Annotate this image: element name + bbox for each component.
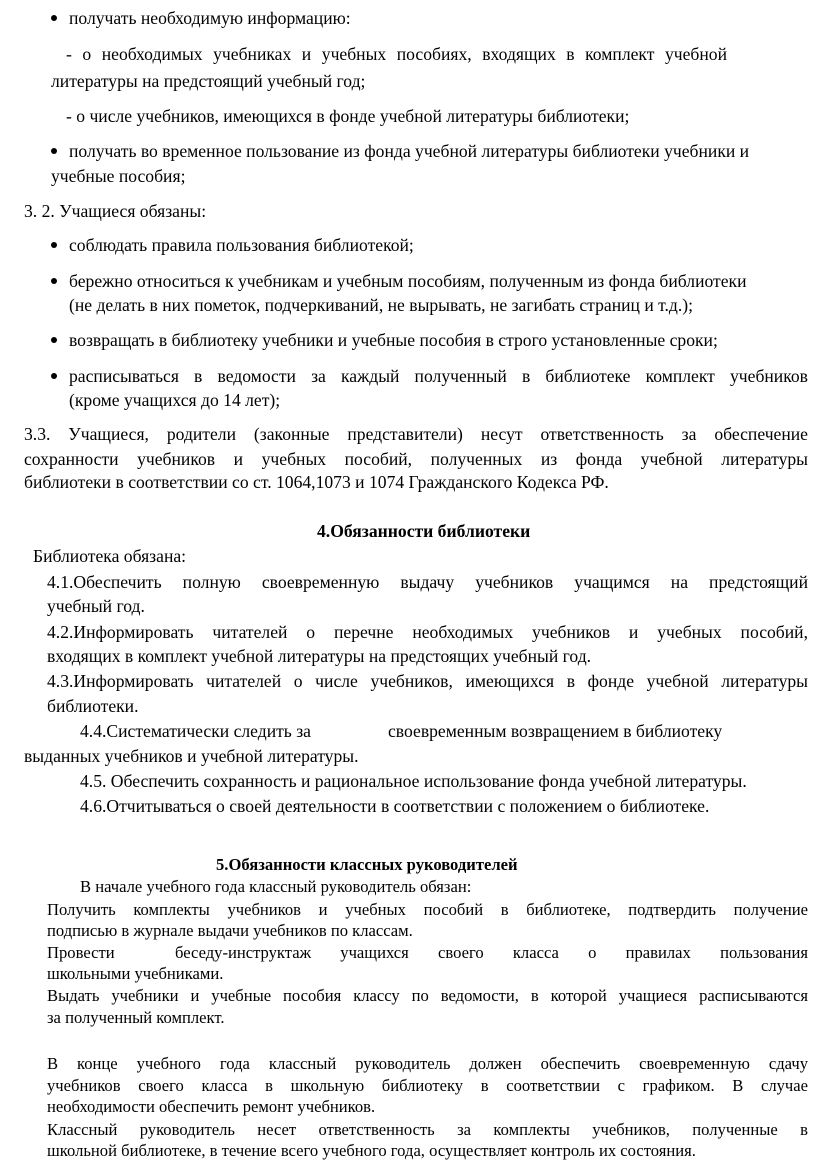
section-4-title: 4.Обязанности библиотеки — [317, 521, 531, 541]
bullet-icon — [51, 242, 57, 248]
bullet-icon — [51, 373, 57, 379]
para-5-issue-cont: за полученный комплект. — [47, 1008, 225, 1027]
duties-item-sign: расписываться в ведомости за каждый полученный в библиотеке комплект учебников — [69, 366, 808, 386]
para-4-1-cont: учебный год. — [47, 596, 145, 616]
duties-item-rules: соблюдать правила пользования библиотекой; — [69, 235, 414, 255]
para-5-instruct-part-2: беседу-инструктаж учащихся своего класса о правилах пользования — [175, 943, 808, 962]
para-5-end-year-1: В конце учебного года классный руководитель должен обеспечить своевременную сдачу — [47, 1054, 808, 1073]
section-5-intro: В начале учебного года классный руководитель обязан: — [80, 877, 472, 896]
para-4-1: 4.1.Обеспечить полную своевременную выдачу учебников учащимся на предстоящий — [47, 572, 808, 592]
para-5-receive-cont: подписью в журнале выдачи учебников по классам. — [47, 921, 413, 940]
rights-item-borrow-cont: учебные пособия; — [51, 166, 186, 186]
para-3-3-line-3: библиотеки в соответствии со ст. 1064,1073 и 1074 Гражданского Кодекса РФ. — [24, 472, 609, 492]
para-4-3: 4.3.Информировать читателей о числе учебников, имеющихся в фонде учебной литературы — [47, 671, 808, 691]
para-4-4-part-2: своевременным возвращением в библиотеку — [388, 721, 723, 741]
rights-item-borrow: получать во временное пользование из фонда учебной литературы библиотеки учебники и — [69, 141, 750, 161]
duties-item-return: возвращать в библиотеку учебники и учебные пособия в строго установленные сроки; — [69, 330, 718, 350]
rights-subitem-textbooks-cont: литературы на предстоящий учебный год; — [51, 71, 366, 91]
rights-subitem-textbooks: - о необходимых учебниках и учебных пособиях, входящих в комплект учебной — [66, 44, 727, 64]
para-3-3-line-2: сохранности учебников и учебных пособий, полученных из фонда учебной литературы — [24, 449, 808, 469]
para-4-5: 4.5. Обеспечить сохранность и рациональное использование фонда учебной литературы. — [80, 771, 747, 791]
para-5-end-year-2: учебников своего класса в школьную библиотеку в соответствии с графиком. В случае — [47, 1076, 808, 1095]
para-4-4-cont: выданных учебников и учебной литературы. — [24, 746, 359, 766]
para-3-3-line-1: 3.3. Учащиеся, родители (законные представители) несут ответственность за обеспечение — [24, 424, 808, 444]
para-5-responsibility-2: школьной библиотеке, в течение всего учебного года, осуществляет контроль их состояния. — [47, 1141, 696, 1160]
bullet-icon — [51, 148, 57, 154]
para-5-instruct-cont: школьными учебниками. — [47, 964, 224, 983]
bullet-icon — [51, 337, 57, 343]
para-5-end-year-3: необходимости обеспечить ремонт учебников. — [47, 1097, 376, 1116]
section-4-intro: Библиотека обязана: — [33, 546, 187, 566]
rights-item-info: получать необходимую информацию: — [69, 8, 351, 28]
section-5-title: 5.Обязанности классных руководителей — [216, 855, 518, 874]
para-4-2: 4.2.Информировать читателей о перечне необходимых учебников и учебных пособий, — [47, 622, 808, 642]
para-4-6: 4.6.Отчитываться о своей деятельности в соответствии с положением о библиотеке. — [80, 796, 710, 816]
rights-subitem-count: - о числе учебников, имеющихся в фонде учебной литературы библиотеки; — [66, 106, 630, 126]
para-5-responsibility-1: Классный руководитель несет ответственность за комплекты учебников, полученные в — [47, 1120, 808, 1139]
duties-item-sign-cont: (кроме учащихся до 14 лет); — [69, 390, 281, 410]
para-5-receive: Получить комплекты учебников и учебных пособий в библиотеке, подтвердить получение — [47, 900, 808, 919]
bullet-icon — [51, 278, 57, 284]
para-4-2-cont: входящих в комплект учебной литературы на предстоящих учебный год. — [47, 646, 592, 666]
para-4-3-cont: библиотеки. — [47, 696, 139, 716]
duties-heading: 3. 2. Учащиеся обязаны: — [24, 201, 207, 221]
bullet-icon — [51, 15, 57, 21]
duties-item-care-cont: (не делать в них пометок, подчеркиваний, не вырывать, не загибать страниц и т.д.); — [69, 295, 694, 315]
duties-item-care: бережно относиться к учебникам и учебным пособиям, полученным из фонда библиотеки — [69, 271, 747, 291]
para-5-issue: Выдать учебники и учебные пособия классу по ведомости, в которой учащиеся расписываются — [47, 986, 808, 1005]
para-4-4-part-1: 4.4.Систематически следить за — [80, 721, 311, 741]
para-5-instruct-part-1: Провести — [47, 943, 115, 962]
